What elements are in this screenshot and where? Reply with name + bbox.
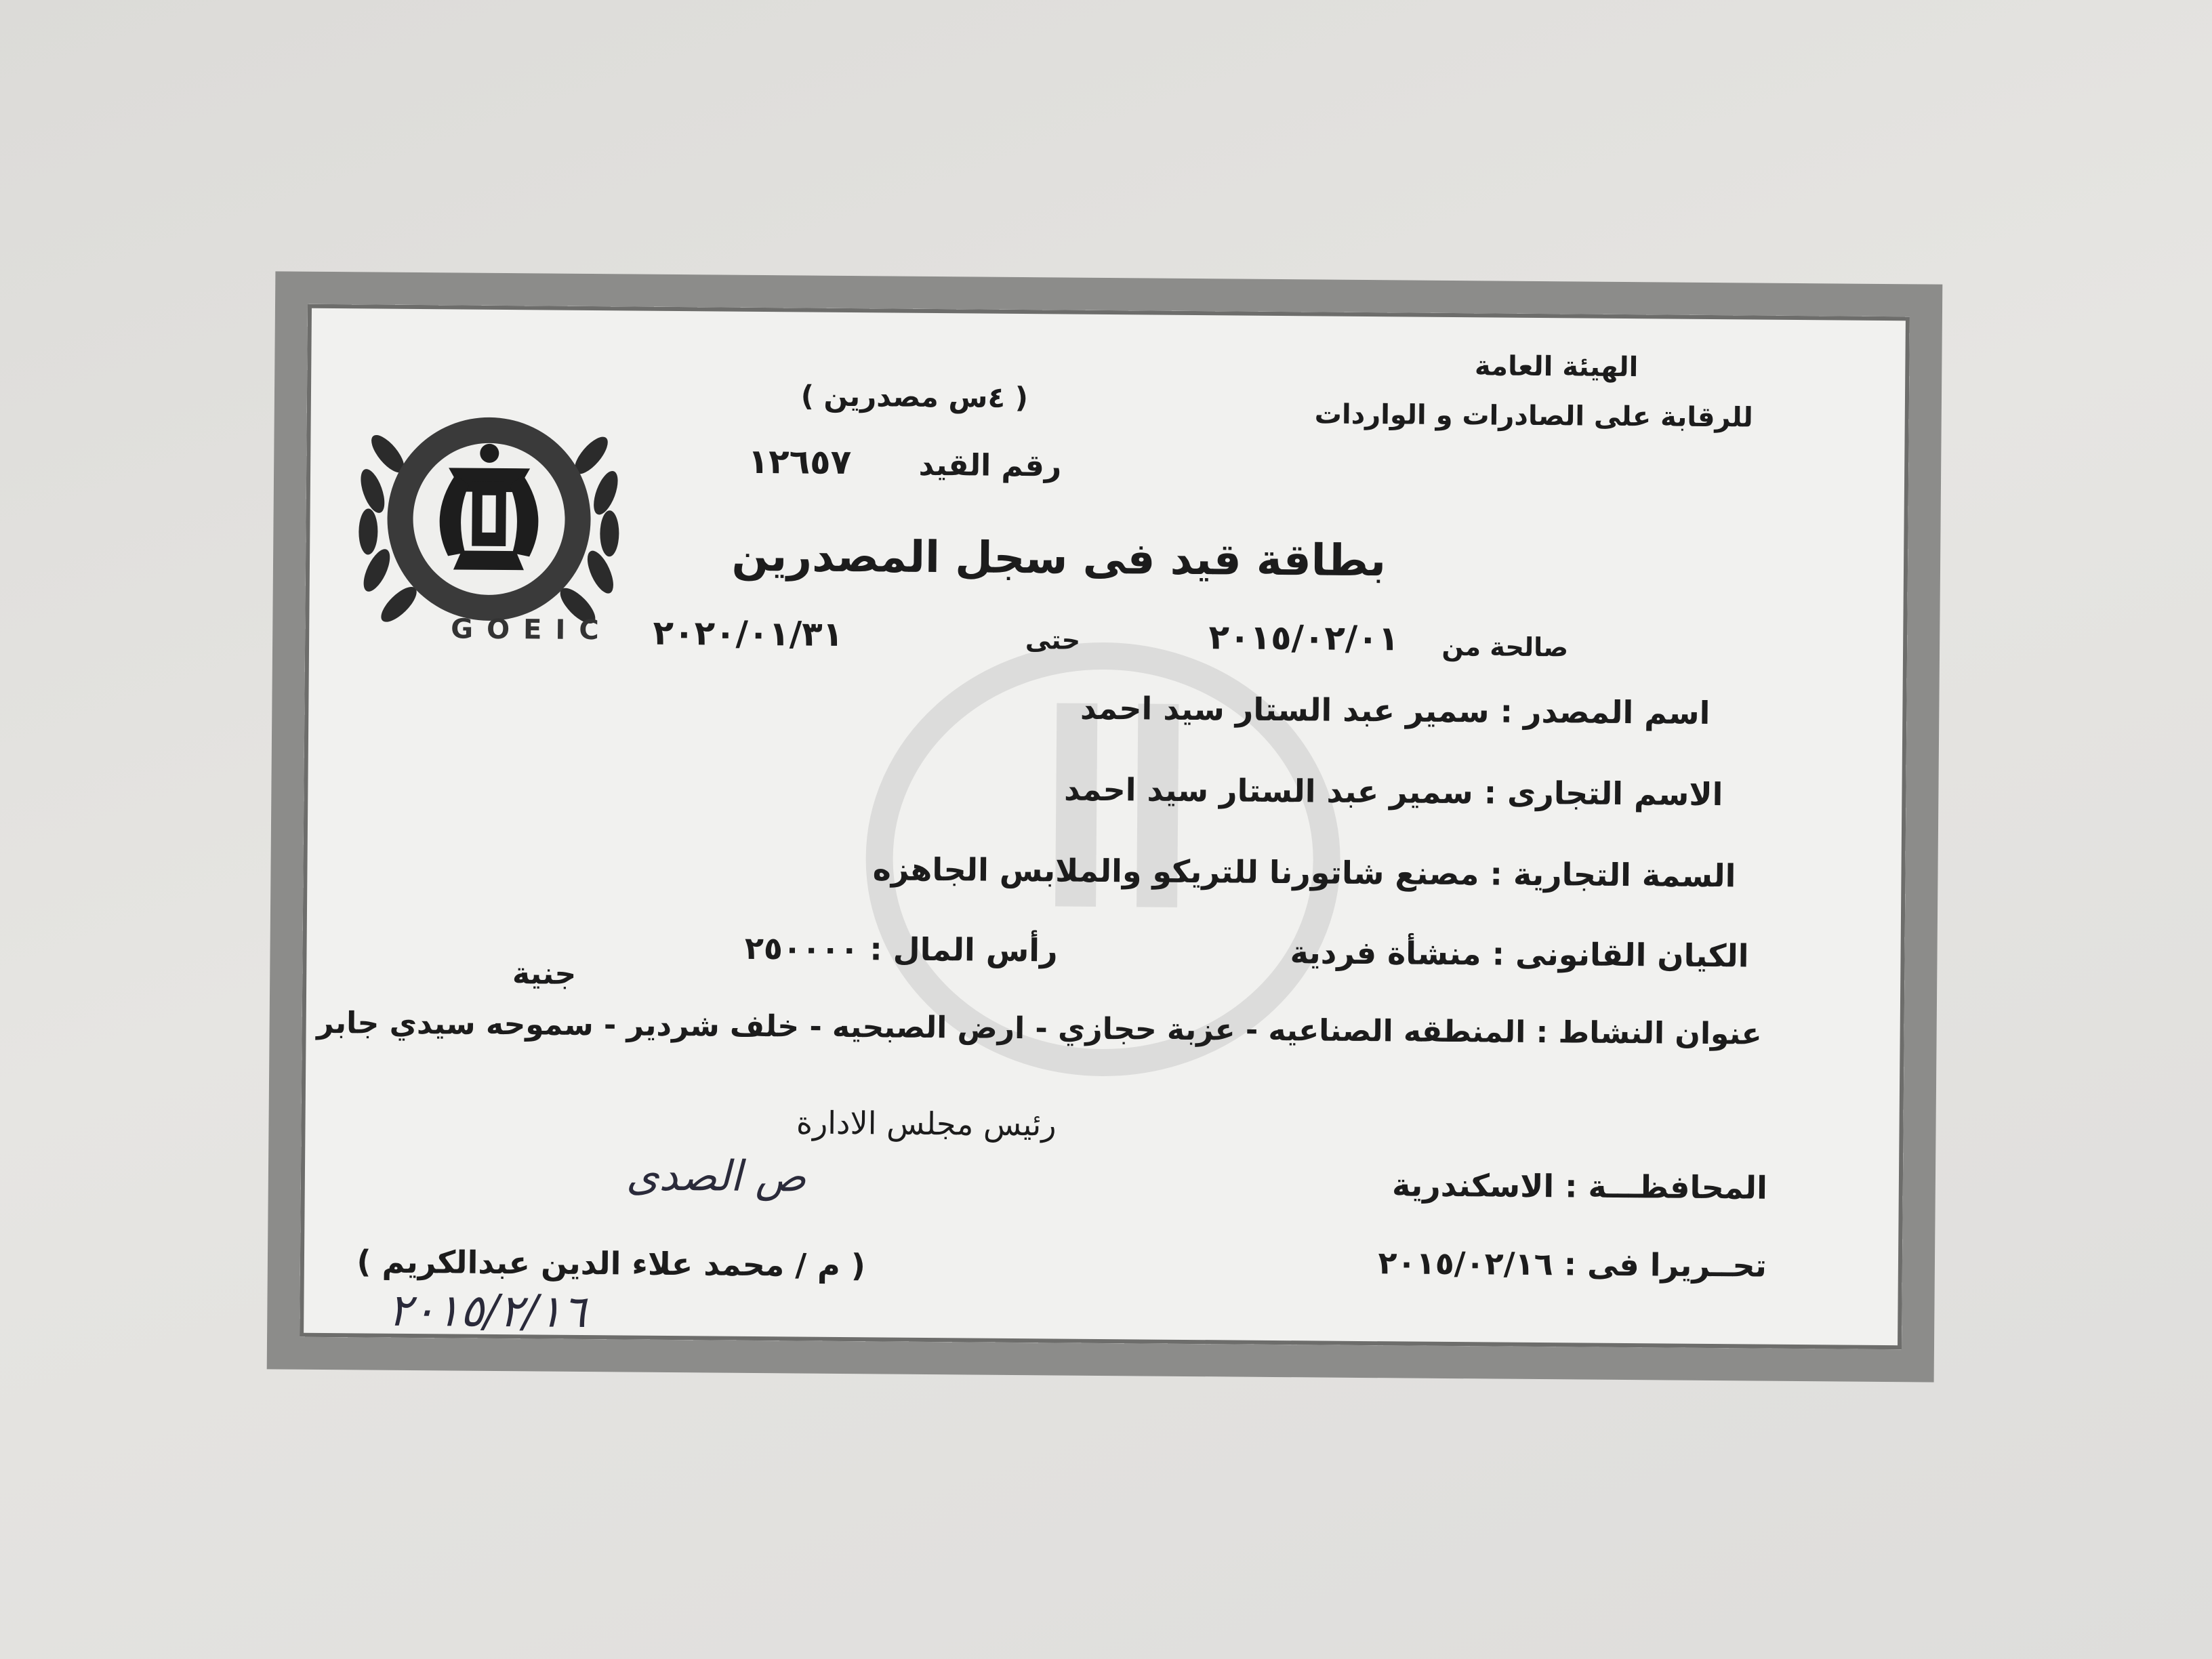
exporter-name-field: اسم المصدر : سمير عبد الستار سيد احمد: [1080, 689, 1711, 732]
exporter-name-label: اسم المصدر: [1523, 693, 1711, 732]
issued-value: ٢٠١٥/٠٢/١٦: [1378, 1244, 1553, 1283]
governorate-label: المحافظـــة: [1588, 1168, 1768, 1206]
capital-value: ٢٥٠٠٠٠: [744, 929, 859, 968]
authority-line-2: للرقابة على الصادرات و الواردات: [1314, 398, 1753, 434]
card-title: بطاقة قيد فى سجل المصدرين: [731, 531, 1387, 587]
handwritten-signature: ص الصدى: [626, 1150, 806, 1202]
capital-currency: جنية: [512, 956, 577, 991]
exporter-name-value: سمير عبد الستار سيد احمد: [1080, 689, 1490, 730]
governorate-value: الاسكندرية: [1391, 1166, 1555, 1205]
legal-entity-value: منشأة فردية: [1290, 934, 1481, 972]
issued-field: تحــريرا فى : ٢٠١٥/٠٢/١٦: [1378, 1244, 1767, 1284]
registration-label: رقم القيد: [918, 447, 1062, 484]
capital-label: رأس المال: [893, 930, 1058, 969]
activity-address-field: عنوان النشاط : المنطقه الصناعيه - عزبة حجازي - ارض الصبحيه - خلف شردير - سموحه سيدي جابر: [316, 1005, 1762, 1052]
exporter-registration-card: [267, 271, 1943, 1382]
seal-text: GOEIC: [451, 613, 613, 647]
trade-mark-value: مصنع شاتورنا للتريكو والملابس الجاهزه: [872, 851, 1479, 893]
valid-to-date: ٢٠٢٠/٠١/٣١: [653, 613, 844, 654]
trade-name-label: الاسم التجارى: [1507, 774, 1723, 813]
trade-name-field: الاسم التجارى : سمير عبد الستار سيد احمد: [1063, 771, 1723, 813]
activity-address-label: عنوان النشاط: [1558, 1015, 1762, 1052]
goeic-seal-icon: [346, 372, 632, 645]
signature-title: رئيس مجلس الادارة: [796, 1104, 1057, 1143]
governorate-field: المحافظـــة : الاسكندرية: [1391, 1166, 1768, 1206]
registration-number: ١٢٦٥٧: [747, 441, 852, 483]
legal-entity-label: الكيان القانونى: [1515, 935, 1749, 975]
trade-mark-field: السمة التجارية : مصنع شاتورنا للتريكو والملابس الجاهزه: [872, 851, 1736, 895]
activity-address-value: المنطقه الصناعيه - عزبة حجازي - ارض الصبحيه - خلف شردير - سموحه سيدي جابر: [316, 1005, 1526, 1050]
trade-name-value: سمير عبد الستار سيد احمد: [1063, 771, 1473, 811]
signatory-name: ( م / محمد علاء الدين عبدالكريم ): [356, 1243, 866, 1284]
legal-entity-field: الكيان القانونى : منشأة فردية: [1290, 934, 1749, 975]
capital-field: رأس المال : ٢٥٠٠٠٠: [744, 929, 1058, 969]
valid-from-date: ٢٠١٥/٠٢/٠١: [1208, 617, 1399, 659]
valid-from-label: صالحة من: [1441, 631, 1569, 663]
issued-label: تحــريرا فى: [1586, 1246, 1767, 1284]
trade-mark-label: السمة التجارية: [1513, 855, 1736, 895]
valid-to-label: حتى: [1025, 625, 1081, 655]
register-type: ( ٤س مصدرين ): [800, 379, 1029, 415]
handwritten-date: ٢٠١٥/٢/١٦: [388, 1284, 587, 1338]
authority-line-1: الهيئة العامة: [1474, 350, 1639, 384]
